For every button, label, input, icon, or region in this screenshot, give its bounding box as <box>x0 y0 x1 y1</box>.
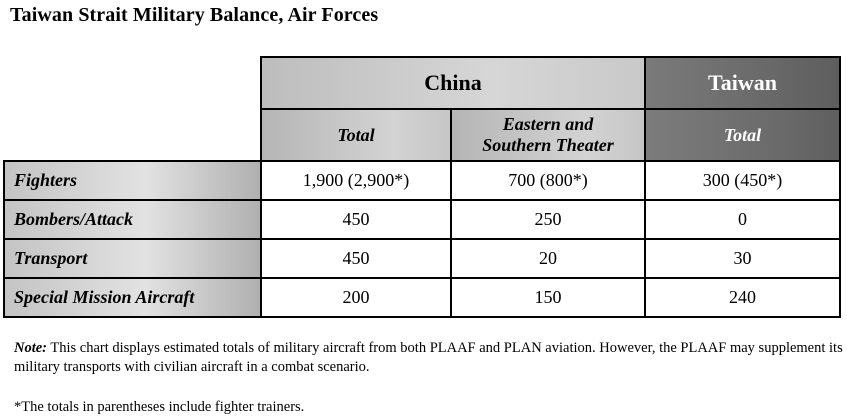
cell-china-total: 1,900 (2,900*) <box>261 161 451 200</box>
subheader-taiwan-total: Total <box>645 109 840 161</box>
group-header-china: China <box>261 57 645 109</box>
table-row <box>4 200 840 239</box>
corner-blank <box>4 57 261 161</box>
cell-china-total: 200 <box>261 278 451 317</box>
cell-china-total: 450 <box>261 200 451 239</box>
cell-taiwan-total: 240 <box>645 278 840 317</box>
row-label: Bombers/Attack <box>4 200 261 239</box>
cell-china-theater: 250 <box>451 200 645 239</box>
cell-china-theater: 700 (800*) <box>451 161 645 200</box>
cell-china-total: 450 <box>261 239 451 278</box>
table-row <box>4 239 840 278</box>
subheader-china-theater-line1: Eastern and <box>502 114 594 134</box>
cell-china-theater: 20 <box>451 239 645 278</box>
note-paragraph <box>14 339 844 377</box>
footnote: *The totals in parentheses include fighter trainers. <box>14 399 305 415</box>
row-label: Special Mission Aircraft <box>4 278 261 317</box>
group-header-row <box>4 57 840 109</box>
group-header-taiwan: Taiwan <box>645 57 840 109</box>
page-title: Taiwan Strait Military Balance, Air Forces <box>10 4 379 26</box>
row-label: Transport <box>4 239 261 278</box>
table-row <box>4 278 840 317</box>
row-label: Fighters <box>4 161 261 200</box>
cell-taiwan-total: 30 <box>645 239 840 278</box>
subheader-china-theater <box>451 109 645 161</box>
subheader-china-theater-line2: Southern Theater <box>482 135 614 155</box>
air-forces-table <box>3 56 841 318</box>
note-label: Note: <box>14 340 48 356</box>
note-text: This chart displays estimated totals of military aircraft from both PLAAF and PLAN aviation. However, the PLAAF may supplement its military transports with civilian aircraft in a combat scenario. <box>14 340 843 375</box>
cell-taiwan-total: 300 (450*) <box>645 161 840 200</box>
cell-china-theater: 150 <box>451 278 645 317</box>
table-row <box>4 161 840 200</box>
cell-taiwan-total: 0 <box>645 200 840 239</box>
subheader-china-total: Total <box>261 109 451 161</box>
